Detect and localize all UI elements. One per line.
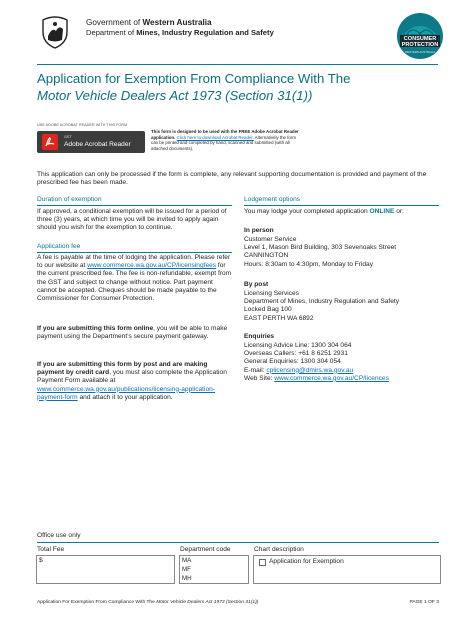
consumer-protection-badge (396, 12, 444, 60)
duration-text: If approved, a conditional exemption will be issued for a period of three (3) years, at which time you will be invited to apply again should you wish for the exemption to continue. (37, 208, 227, 232)
download-acrobat-link[interactable]: Click here to download Acrobat Reader. (176, 134, 254, 140)
payment-form-link[interactable]: www.commerce.wa.gov.au/publications/licensing-application-payment-form (37, 385, 215, 401)
by-post-address: Licensing Services Department of Mines, Industry Regulation and Safety Locked Bag 100 EAST PERTH WA 6892 (244, 290, 400, 322)
by-post-heading: By post (244, 281, 269, 288)
total-fee-label: Total Fee (37, 546, 65, 553)
form-title-line1: Application for Exemption From Compliance With The (37, 71, 351, 86)
enquiries-list: Licensing Advice Line: 1300 304 064 Overseas Callers: +61 8 6251 2931 General Enquiries: 1300 304 054 E-mail: cplicensing@dmirs.wa.gov.au Web Site: www.commerce.wa.gov.au/CP/licences (244, 342, 389, 382)
in-person-heading: In person (244, 227, 274, 234)
lodge-online-line: You may lodge your completed application ONLINE or: (244, 208, 404, 215)
duration-heading: Duration of exemption (37, 196, 102, 203)
lodgement-heading: Lodgement options (244, 196, 301, 203)
total-fee-field[interactable] (36, 555, 175, 584)
office-use-heading: Office use only (37, 532, 81, 539)
chart-description-value: Application for Exemption (269, 558, 344, 565)
fee-paragraph-3: If you are submitting this form by post and are making payment by credit card, you must also complete the Application Payment Form available at www.commerce.wa.gov.au/publications/licensing-application-payment-form and attach it to your application. (37, 361, 227, 401)
fee-heading: Application fee (37, 243, 81, 250)
badge-text-state: WESTERN AUSTRALIA (404, 50, 436, 54)
department-code-field[interactable] (179, 555, 249, 584)
lodgement-rule (244, 205, 439, 206)
chart-description-checkbox[interactable] (259, 559, 266, 566)
email-link[interactable]: cplicensing@dmirs.wa.gov.au (266, 366, 354, 374)
code-mf: MF (182, 566, 191, 573)
office-use-rule (37, 542, 439, 543)
adobe-notice-label: USE ADOBE ACROBAT READER WITH THIS FORM (37, 123, 128, 127)
header-rule (37, 64, 438, 65)
footer-document-name: Application For Exemption From Compliance With The Motor Vehicle Dealers Act 1973 (Section 31(1)) (37, 600, 259, 605)
adobe-info-text: This form is designed to be used with the FREE Adobe Acrobat Reader application. Click here to download Acrobat Reader. Alternatively the form can be printed and completed by hand, scanned and submitted (with all attached documents). (151, 129, 299, 151)
form-title (37, 70, 350, 104)
fee-rule (37, 252, 232, 253)
code-mh: MH (182, 575, 192, 582)
in-person-address: Customer Service Level 1, Mason Bird Building, 303 Sevenoaks Street CANNINGTON Hours: 8:30am to 4:30pm, Monday to Friday (244, 236, 397, 268)
acrobat-icon (42, 134, 58, 150)
badge-text-consumer: CONSUMER (403, 36, 437, 42)
dollar-sign: $ (39, 557, 43, 564)
licensing-fees-link[interactable]: www.commerce.wa.gov.au/CP/licensingfees (87, 262, 217, 270)
wa-crest-logo (37, 14, 73, 50)
page-number: PAGE 1 OF 3 (409, 600, 439, 605)
department-code-label: Department code (180, 546, 231, 553)
enquiries-heading: Enquiries (244, 333, 275, 340)
adobe-product-label: Adobe Acrobat Reader (64, 141, 131, 148)
chart-description-field[interactable] (253, 555, 441, 584)
form-title-line2: Motor Vehicle Dealers Act 1973 (Section 31(1)) (37, 88, 313, 103)
adobe-get-label: GET (64, 135, 72, 139)
code-ma: MA (182, 557, 192, 564)
adobe-reader-button[interactable] (37, 131, 145, 153)
fee-paragraph-1: A fee is payable at the time of lodging the application. Please refer to our website at www.commerce.wa.gov.au/CP/licensingfees for the current prescribed fee. The fee is non-refundable, exempt from the GST and subject to change without notice. Part payment cannot be accepted. Cheques should be made payable to the Commissioner for Consumer Protection. (37, 254, 232, 303)
duration-rule (37, 205, 232, 206)
intro-text: This application can only be processed if the form is complete, any relevant supporting documentation is provided and payment of the prescribed fee has been made. (37, 171, 427, 187)
fee-paragraph-2: If you are submitting this form online, you will be able to make payment using the Department’s secure payment gateway. (37, 325, 228, 341)
chart-description-label: Chart description (254, 546, 304, 553)
website-link[interactable]: www.commerce.wa.gov.au/CP/licences (274, 374, 389, 382)
badge-text-protection: PROTECTION (401, 42, 439, 48)
department-name: Department of Mines, Industry Regulation and Safety (86, 28, 274, 37)
online-link[interactable]: ONLINE (369, 208, 395, 215)
government-name: Government of Western Australia (86, 18, 212, 27)
